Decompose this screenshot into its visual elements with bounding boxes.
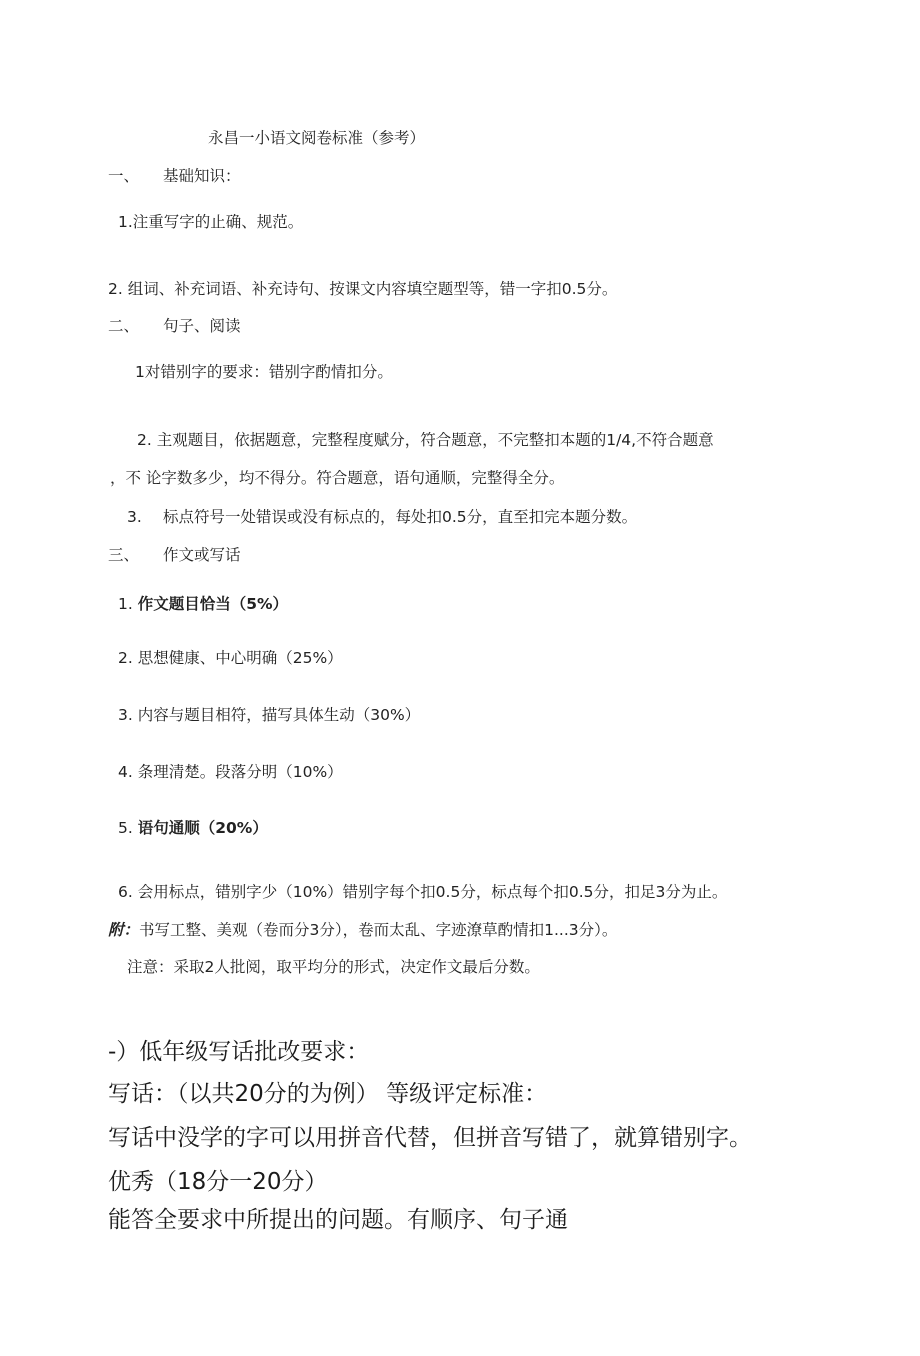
item-number: 6. — [118, 883, 133, 901]
section-1-number: 一、 — [108, 167, 140, 185]
s3-item-4 — [118, 762, 343, 782]
s1-item-2: 2. 组词、补充词语、补充诗句、按课文内容填空题型等，错一字扣0.5分。 — [108, 280, 618, 298]
item-text: 作文题目恰当（5%） — [137, 595, 289, 613]
appendix-text: 书写工整、美观（卷而分3分），卷而太乱、字迹潦草酌情扣1...3分）。 — [139, 921, 618, 939]
item-text: 会用标点，错别字少（10%）错别字每个扣0.5分，标点每个扣0.5分，扣足3分为止。 — [137, 883, 728, 901]
section-3-number: 三、 — [108, 546, 140, 564]
item-number: 4. — [118, 763, 133, 781]
s3-item-6 — [118, 882, 727, 902]
section-2-number: 二、 — [108, 317, 140, 335]
appendix — [108, 920, 617, 940]
item-text: 语句通顺（20%） — [137, 819, 268, 837]
excellent-grade: 优秀（18分一20分） — [108, 1169, 328, 1195]
s3-item-5 — [118, 818, 268, 838]
item-number: 3. — [118, 706, 133, 724]
section-3-heading: 作文或写话 — [163, 546, 241, 564]
lower-grade-heading: -）低年级写话批改要求： — [108, 1039, 370, 1065]
s1-item-1: 1.注重写字的止确、规范。 — [118, 213, 304, 231]
item-text: 内容与题目相符，描写具体生动（30%） — [137, 706, 421, 724]
item-text: 思想健康、中心明确（25%） — [137, 649, 343, 667]
note: 注意：采取2人批阅，取平均分的形式，决定作文最后分数。 — [127, 958, 540, 976]
section-2-heading: 句子、阅读 — [163, 317, 241, 335]
item-number: 2. — [118, 649, 133, 667]
item-number: 1. — [118, 595, 133, 613]
s2-item-2-continued: ，不 论字数多少，均不得分。符合题意，语句通顺，完整得全分。 — [110, 469, 565, 487]
section-1-heading: 基础知识： — [163, 167, 241, 185]
s3-item-2 — [118, 648, 343, 668]
s3-item-1 — [118, 594, 288, 614]
s2-item-3-number: 3. — [127, 508, 142, 526]
s3-item-3 — [118, 705, 420, 725]
appendix-label: 附： — [108, 921, 140, 939]
document-title: 永昌一小语文阅卷标准（参考） — [208, 129, 426, 147]
pinyin-rule: 写话中没学的字可以用拼音代替，但拼音写错了，就算错别字。 — [108, 1125, 752, 1151]
s2-item-2: 2. 主观题目，依据题意，完整程度赋分，符合题意，不完整扣本题的1/4,不符合题意 — [137, 431, 714, 449]
s2-item-1: 1对错别字的要求：错别字酌情扣分。 — [135, 363, 393, 381]
item-number: 5. — [118, 819, 133, 837]
writing-grading-standard: 写话：（以共20分的为例） 等级评定标准： — [108, 1081, 548, 1107]
s2-item-3: 标点符号一处错误或没有标点的，每处扣0.5分，直至扣完本题分数。 — [163, 508, 638, 526]
item-text: 条理清楚。段落分明（10%） — [137, 763, 343, 781]
excellent-criteria: 能答全要求中所提出的问题。有顺序、句子通 — [108, 1207, 568, 1233]
